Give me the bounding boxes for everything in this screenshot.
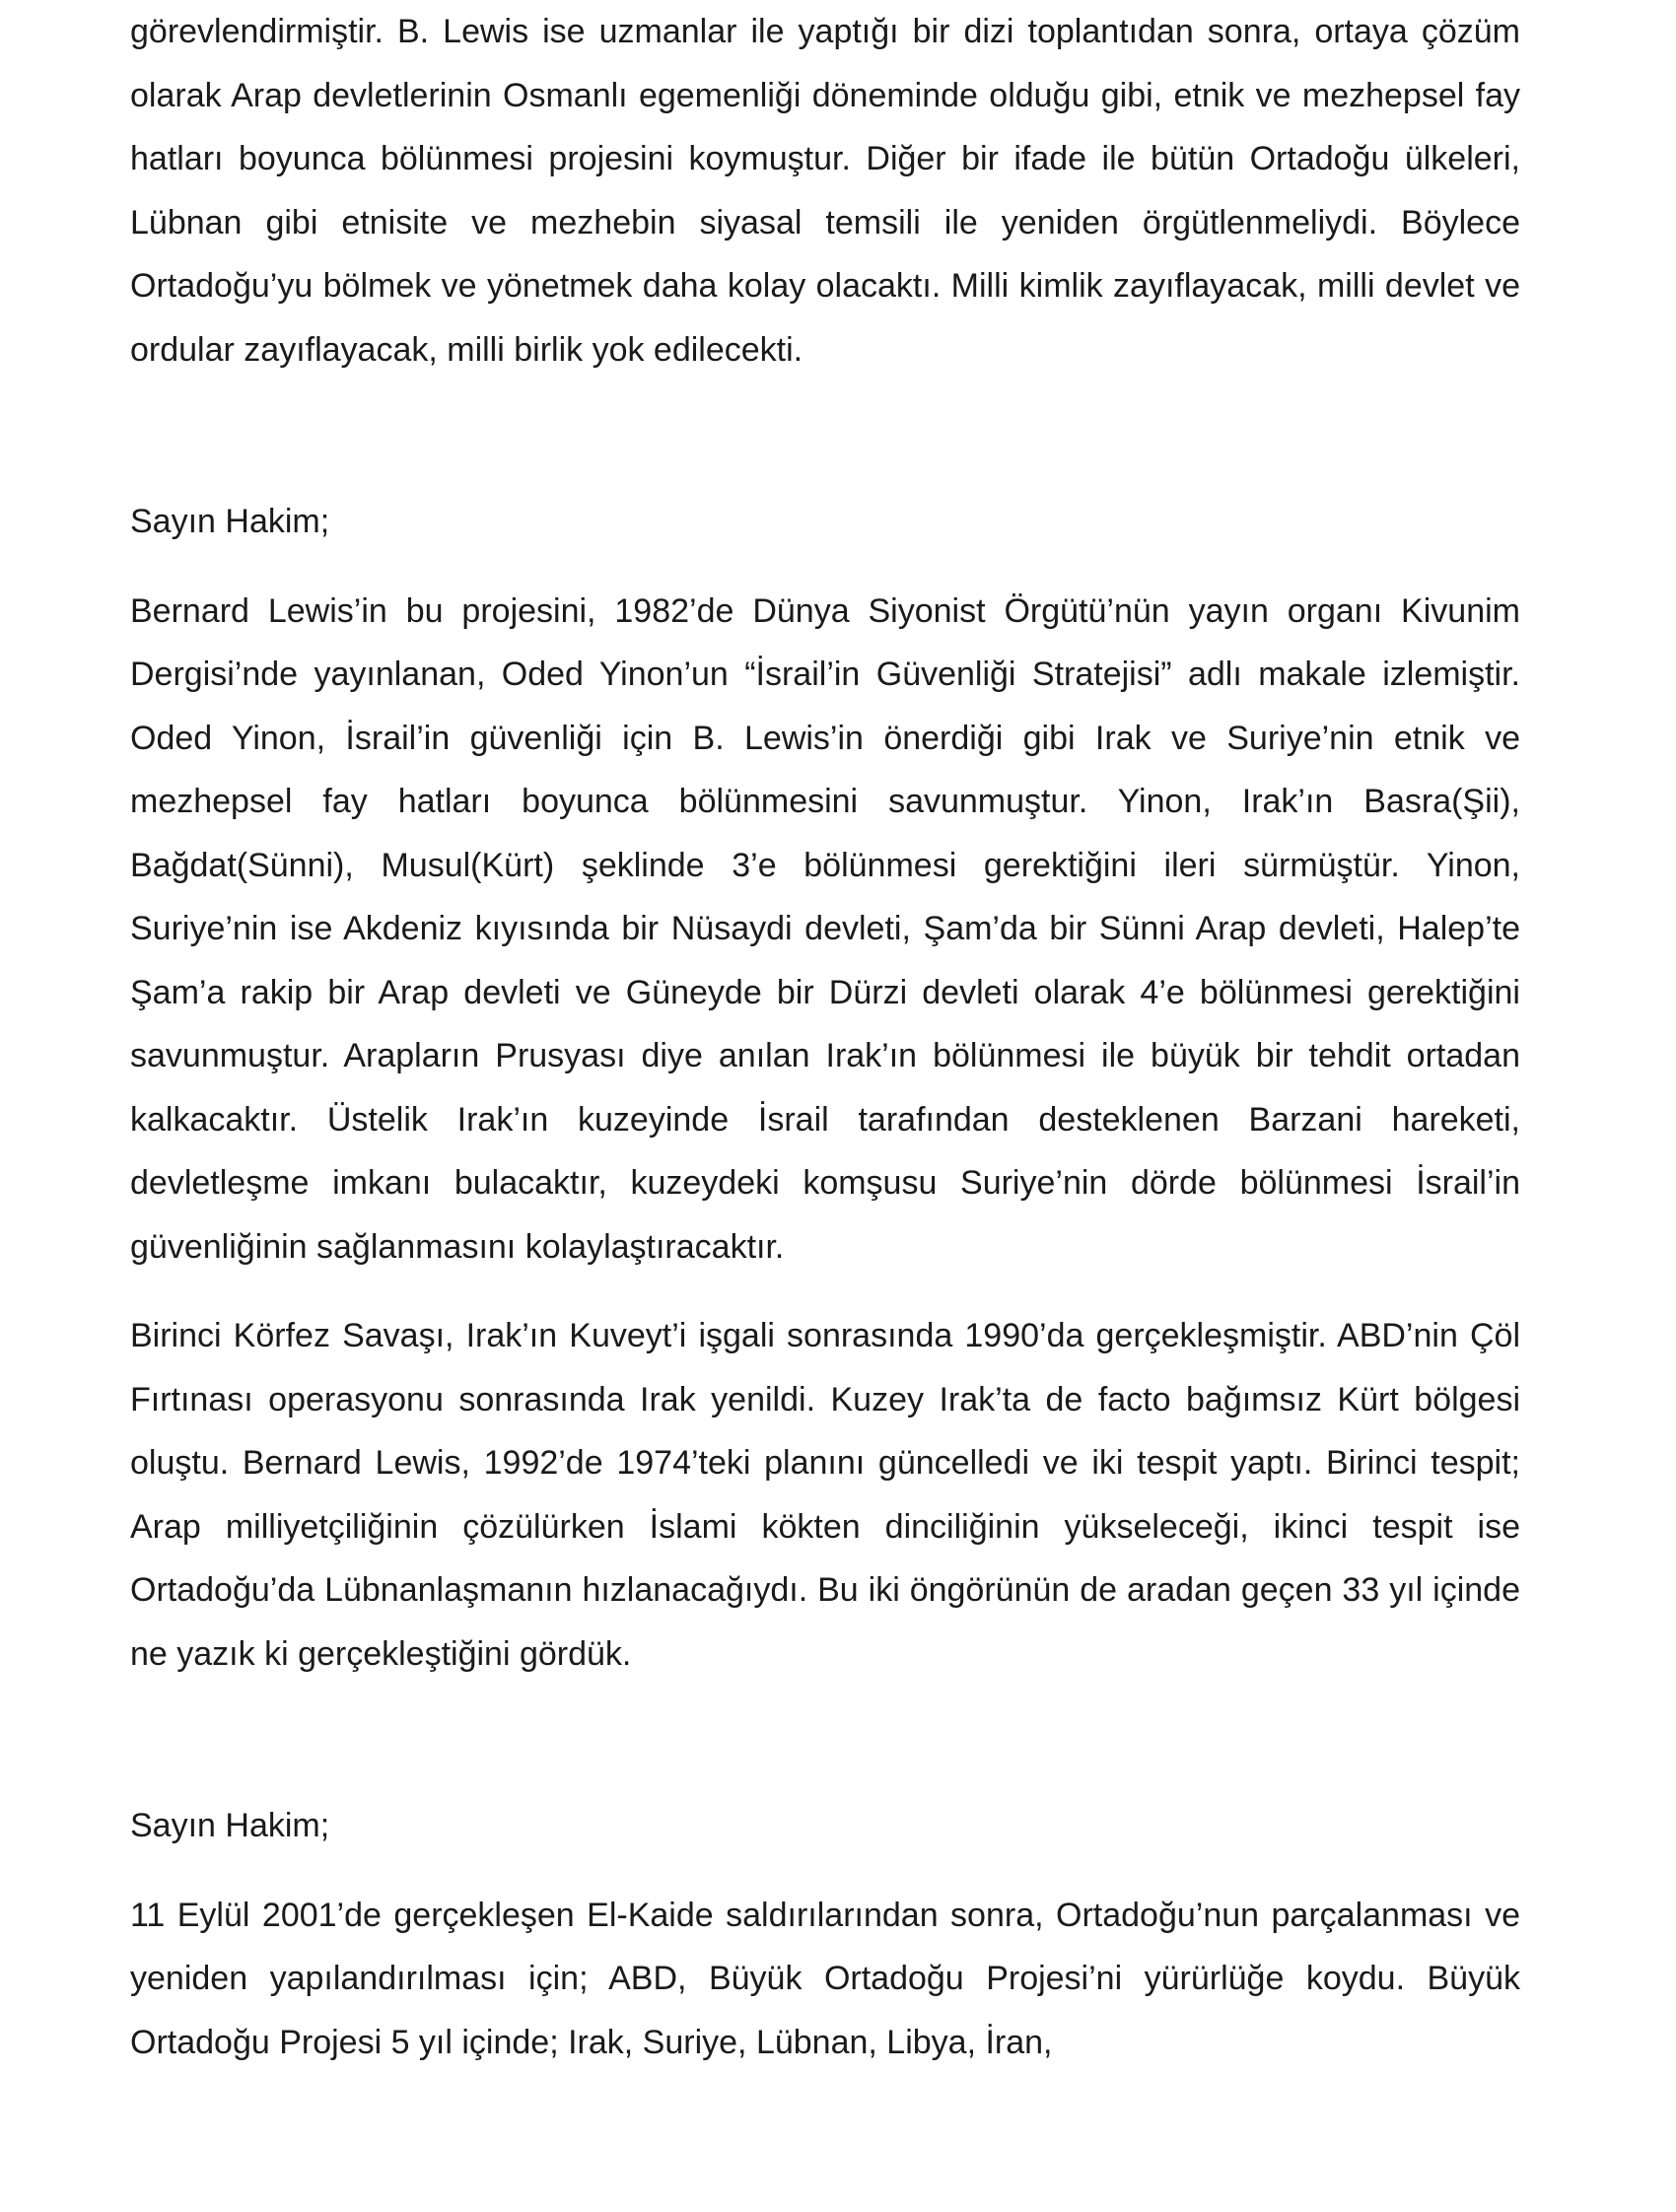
paragraph-greater-middle-east: 11 Eylül 2001’de gerçekleşen El-Kaide saldırılarından sonra, Ortadoğu’nun parçalanması ve yeniden yapılandırılması için; ABD, Büyük Ortadoğu Projesi’ni yürürlüğe koydu. Büyük Ortadoğu Projesi 5 yıl içinde; Irak, Suriye, Lübnan, Libya, İran, bbox=[130, 1896, 1520, 2061]
spacer bbox=[130, 1279, 1520, 1304]
document-page bbox=[130, 0, 1520, 2074]
spacer bbox=[130, 1686, 1520, 1794]
spacer bbox=[130, 381, 1520, 490]
salutation-2: Sayın Hakim; bbox=[130, 1807, 330, 1844]
spacer bbox=[130, 554, 1520, 580]
paragraph-gulf-war: Birinci Körfez Savaşı, Irak’ın Kuveyt’i işgali sonrasında 1990’da gerçekleşmiştir. ABD’nin Çöl Fırtınası operasyonu sonrasında Irak yenildi. Kuzey Irak’ta de facto bağımsız Kürt bölgesi oluştu. Bernard Lewis, 1992’de 1974’teki planını güncelledi ve iki tespit yaptı. Birinci tespit; Arap milliyetçiliğinin çözülürken İslami kökten dinciliğinin yükseleceği, ikinci tespit ise Ortadoğu’da Lübnanlaşmanın hızlanacağıydı. Bu iki öngörünün de aradan geçen 33 yıl içinde ne yazık ki gerçekleştiğini gördük. bbox=[130, 1317, 1520, 1673]
salutation-1: Sayın Hakim; bbox=[130, 503, 330, 540]
paragraph-lewis-project: görevlendirmiştir. B. Lewis ise uzmanlar ile yaptığı bir dizi toplantıdan sonra, ortaya çözüm olarak Arap devletlerinin Osmanlı egemenliği döneminde olduğu gibi, etnik ve mezhepsel fay hatları boyunca bölünmesi projesini koymuştur. Diğer bir ifade ile bütün Ortadoğu ülkeleri, Lübnan gibi etnisite ve mezhebin siyasal temsili ile yeniden örgütlenmeliydi. Böylece Ortadoğu’yu bölmek ve yönetmek daha kolay olacaktı. Milli kimlik zayıflayacak, milli devlet ve ordular zayıflayacak, milli birlik yok edilecekti. bbox=[130, 13, 1520, 369]
paragraph-yinon-strategy: Bernard Lewis’in bu projesini, 1982’de Dünya Siyonist Örgütü’nün yayın organı Kivunim Dergisi’nde yayınlanan, Oded Yinon’un “İsrail’in Güvenliği Stratejisi” adlı makale izlemiştir. Oded Yinon, İsrail’in güvenliği için B. Lewis’in önerdiği gibi Irak ve Suriye’nin etnik ve mezhepsel fay hatları boyunca bölünmesini savunmuştur. Yinon, Irak’ın Basra(Şii), Bağdat(Sünni), Musul(Kürt) şeklinde 3’e bölünmesi gerektiğini ileri sürmüştür. Yinon, Suriye’nin ise Akdeniz kıyısında bir Nüsaydi devleti, Şam’da bir Sünni Arap devleti, Halep’te Şam’a rakip bir Arap devleti ve Güneyde bir Dürzi devleti olarak 4’e bölünmesi gerektiğini savunmuştur. Arapların Prusyası diye anılan Irak’ın bölünmesi ile büyük bir tehdit ortadan kalkacaktır. Üstelik Irak’ın kuzeyinde İsrail tarafından desteklenen Barzani hareketi, devletleşme imkanı bulacaktır, kuzeydeki komşusu Suriye’nin dörde bölünmesi İsrail’in güvenliğinin sağlanmasını kolaylaştıracaktır. bbox=[130, 591, 1520, 1266]
spacer bbox=[130, 1858, 1520, 1884]
